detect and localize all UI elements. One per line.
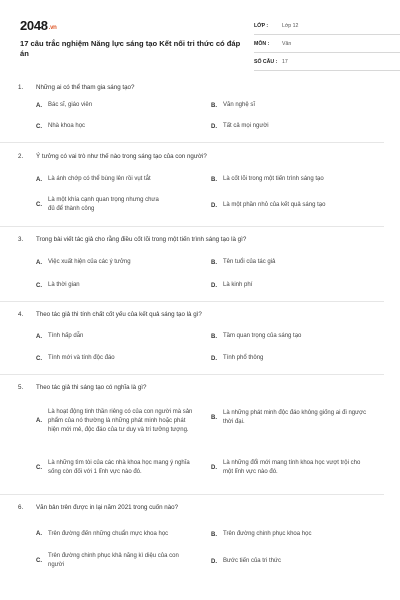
option-letter: D.	[211, 558, 217, 565]
option-letter: A.	[36, 259, 42, 266]
option-text: Là cốt lõi trong một tiến trình sáng tạo	[223, 176, 324, 182]
option-text: Văn nghệ sĩ	[223, 102, 256, 108]
option-text: Là thời gian	[48, 282, 80, 288]
option-text: Bác sĩ, giáo viên	[48, 102, 93, 108]
question-text: Trong bài viết tác giả cho rằng điều cốt lõi trong một tiến trình sáng tạo là gì?	[36, 236, 247, 243]
option-text: Tầm quan trọng của sáng tạo	[223, 333, 302, 339]
meta-row-subject	[254, 36, 400, 53]
option-text: Nhà khoa học	[48, 123, 86, 129]
option-letter: B.	[211, 333, 217, 340]
option-letter: A.	[36, 333, 42, 340]
option-3c[interactable]	[36, 281, 211, 290]
question-4	[18, 310, 384, 319]
option-text: Là những tìm tòi của các nhà khoa học mang ý nghĩa sống còn đối với 1 lĩnh vực nào đó.	[48, 460, 190, 475]
option-5a[interactable]	[36, 398, 211, 444]
option-6d[interactable]	[211, 557, 386, 566]
option-4c[interactable]	[36, 354, 211, 363]
option-4d[interactable]	[211, 354, 386, 363]
option-text: Là những phát minh độc đáo không giống ai đi ngược thời đại.	[223, 410, 367, 425]
option-letter: B.	[211, 102, 217, 109]
question-6	[18, 503, 384, 512]
option-letter: A.	[36, 418, 42, 424]
option-letter: C.	[36, 202, 42, 208]
option-1b[interactable]	[211, 101, 386, 110]
option-letter: B.	[211, 259, 217, 266]
option-4b[interactable]	[211, 332, 386, 341]
option-6c[interactable]	[36, 550, 211, 572]
meta-row-class	[254, 18, 400, 35]
option-letter: D.	[211, 282, 217, 289]
option-5c[interactable]	[36, 453, 211, 483]
option-text: Trên đường đến những chuẩn mực khoa học	[48, 530, 169, 537]
divider	[0, 301, 384, 302]
question-number: 2.	[18, 153, 24, 160]
divider	[0, 142, 384, 143]
question-1	[18, 83, 384, 92]
question-number: 5.	[18, 384, 24, 391]
option-text: Là kinh phí	[223, 282, 253, 288]
option-text: Trên đường chinh phục khả năng kì diệu của con người	[48, 553, 179, 568]
question-number: 4.	[18, 311, 24, 318]
option-text: Là hoạt động tinh thần riêng có của con người mà sản phẩm của nó thường là những phát minh hoặc phát hiện mới mẻ, độc đáo của tư duy và trí tưởng tượng.	[48, 408, 193, 433]
option-6b[interactable]	[211, 530, 386, 539]
meta-label: LỚP :	[254, 23, 269, 29]
meta-value: 17	[282, 59, 288, 65]
question-text: Theo tác giả thì tính chất cốt yếu của kết quả sáng tạo là gì?	[36, 311, 202, 318]
option-4a[interactable]	[36, 332, 211, 341]
option-2c[interactable]	[36, 196, 211, 214]
question-text: Văn bản trên được in lại năm 2021 trong cuốn nào?	[36, 504, 179, 511]
option-text: Là một phần nhỏ của kết quả sáng tạo	[223, 202, 326, 208]
meta-label: MÔN :	[254, 41, 270, 47]
option-6a[interactable]	[36, 523, 211, 545]
question-text: Theo tác giả thì sáng tạo có nghĩa là gì?	[36, 384, 147, 391]
option-text: Tính mới và tính độc đáo	[48, 355, 115, 361]
option-text: Bước tiến của tri thức	[223, 558, 281, 564]
divider	[0, 494, 384, 495]
option-letter: D.	[211, 202, 217, 209]
option-1c[interactable]	[36, 122, 211, 131]
option-letter: B.	[211, 176, 217, 183]
option-letter: C.	[36, 558, 42, 564]
meta-row-count	[254, 54, 400, 71]
option-letter: D.	[211, 123, 217, 130]
option-text: Là một khía cạnh quan trọng nhưng chưa đủ để thành công	[48, 197, 159, 212]
option-letter: A.	[36, 102, 42, 109]
option-3a[interactable]	[36, 258, 211, 267]
question-number: 6.	[18, 504, 24, 511]
option-text: Là những đổi mới mang tính khoa học vượt trội cho một lĩnh vực nào đó.	[223, 460, 361, 475]
option-2a[interactable]	[36, 175, 211, 184]
option-text: Tên tuổi của tác giả	[223, 259, 276, 265]
option-letter: C.	[36, 123, 42, 130]
option-letter: C.	[36, 465, 42, 471]
header	[18, 12, 384, 84]
question-number: 1.	[18, 84, 24, 91]
meta-info	[254, 18, 400, 72]
question-text: Những ai có thể tham gia sáng tạo?	[36, 84, 135, 91]
option-letter: B.	[211, 531, 217, 538]
option-text: Là ánh chớp có thể bùng lên rồi vụt tắt	[48, 176, 151, 182]
option-2d[interactable]	[211, 201, 386, 210]
option-letter: D.	[211, 465, 217, 471]
question-3	[18, 235, 384, 244]
question-5	[18, 383, 384, 392]
option-text: Tính phổ thông	[223, 355, 264, 361]
option-5d[interactable]	[211, 457, 386, 479]
divider	[0, 374, 384, 375]
option-text: Tất cả mọi người	[223, 123, 269, 129]
question-number: 3.	[18, 236, 24, 243]
page-title: 17 câu trắc nghiệm Năng lực sáng tạo Kết nối tri thức có đáp án	[20, 39, 241, 58]
option-letter: D.	[211, 355, 217, 362]
question-text: Ý tưởng có vai trò như thế nào trong sáng tạo của con người?	[36, 153, 207, 160]
option-letter: A.	[36, 176, 42, 183]
divider	[0, 226, 384, 227]
option-5b[interactable]	[211, 407, 386, 429]
option-letter: C.	[36, 282, 42, 289]
meta-value: Lớp 12	[282, 23, 299, 29]
option-letter: C.	[36, 355, 42, 362]
option-text: Trên đường chinh phục khoa học	[223, 531, 312, 537]
meta-value: Văn	[282, 41, 292, 47]
option-2b[interactable]	[211, 175, 386, 184]
option-3b[interactable]	[211, 258, 386, 267]
question-2	[18, 152, 384, 161]
option-letter: B.	[211, 415, 217, 421]
option-letter: A.	[36, 531, 42, 537]
site-logo[interactable]: 2048.vn	[20, 18, 57, 33]
option-text: Việc xuất hiện của các ý tưởng	[48, 259, 131, 265]
option-1a[interactable]	[36, 101, 211, 110]
option-1d[interactable]	[211, 122, 386, 131]
option-text: Tính hấp dẫn	[48, 333, 84, 339]
meta-label: SỐ CÂU :	[254, 59, 278, 65]
option-3d[interactable]	[211, 281, 386, 290]
